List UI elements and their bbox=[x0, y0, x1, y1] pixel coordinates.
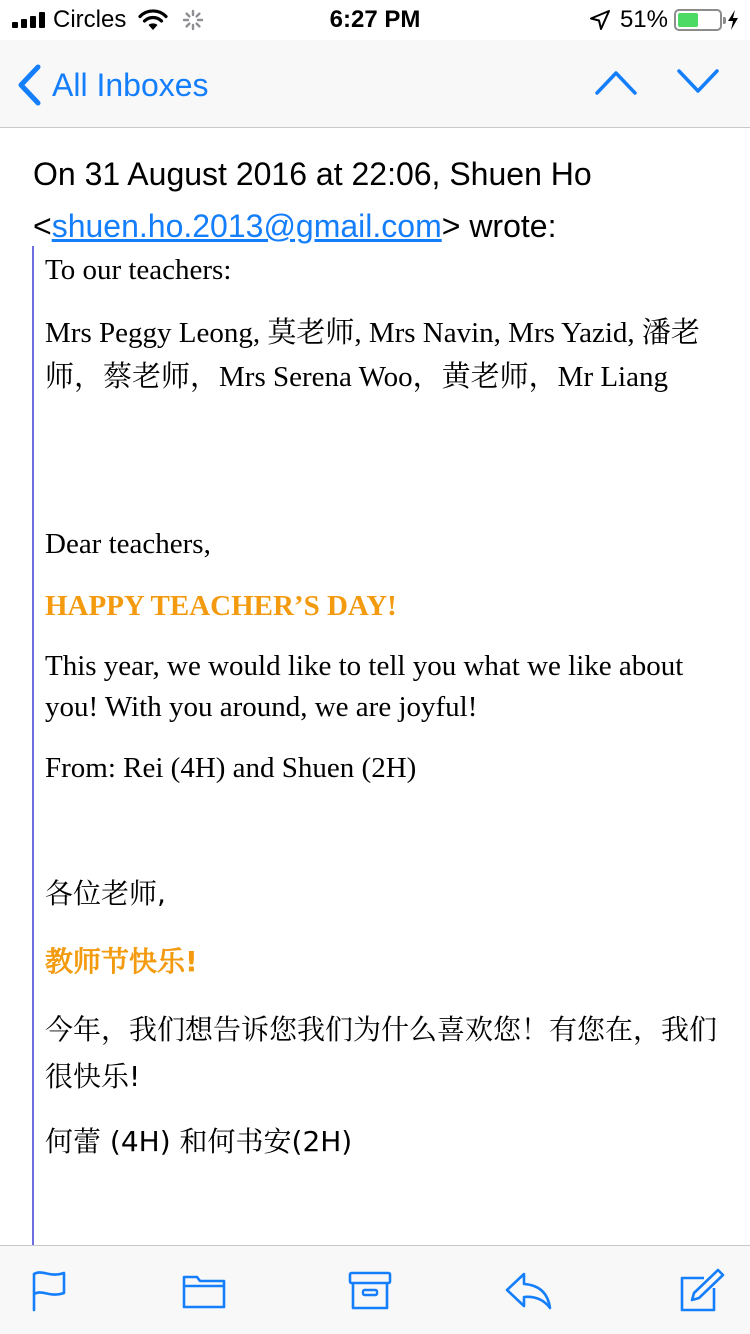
headline-en: HAPPY TEACHER’S DAY! bbox=[45, 590, 397, 622]
back-label: All Inboxes bbox=[52, 66, 209, 103]
nav-bar bbox=[0, 40, 750, 128]
folder-icon[interactable] bbox=[180, 1268, 228, 1312]
battery-icon bbox=[674, 9, 722, 31]
status-time: 6:27 PM bbox=[329, 6, 421, 33]
quote-attribution bbox=[33, 148, 733, 252]
names-line: Mrs Peggy Leong, 莫老师, Mrs Navin, Mrs Yazid, 潘老师，蔡老师，Mrs Serena Woo，黄老师，Mr Liang bbox=[45, 317, 700, 393]
location-arrow-icon bbox=[590, 10, 610, 30]
archive-icon[interactable] bbox=[346, 1268, 394, 1312]
charging-bolt-icon bbox=[726, 9, 740, 31]
attribution-suffix: > wrote: bbox=[441, 208, 557, 244]
next-message-chevron-down-icon[interactable] bbox=[676, 68, 720, 96]
from-en: From: Rei (4H) and Shuen (2H) bbox=[45, 752, 417, 784]
message-zh: 今年，我们想告诉您我们为什么喜欢您！有您在，我们很快乐! bbox=[45, 1013, 718, 1093]
quote-bar bbox=[32, 246, 34, 1245]
to-line: To our teachers: bbox=[45, 254, 232, 286]
greeting-en: Dear teachers, bbox=[45, 528, 211, 560]
headline-zh: 教师节快乐! bbox=[45, 945, 198, 978]
status-right bbox=[590, 6, 740, 34]
battery-fill bbox=[678, 13, 698, 27]
attribution-prefix: On 31 August 2016 at 22:06, Shuen Ho < bbox=[33, 156, 592, 244]
from-zh: 何蕾 (4H) 和何书安(2H) bbox=[45, 1125, 353, 1158]
previous-message-chevron-up-icon[interactable] bbox=[594, 68, 638, 96]
bottom-toolbar bbox=[0, 1245, 750, 1334]
compose-icon[interactable] bbox=[678, 1268, 726, 1312]
reply-icon[interactable] bbox=[504, 1268, 552, 1312]
battery-percent: 51% bbox=[619, 6, 668, 33]
status-bar bbox=[0, 0, 750, 40]
sender-email-link[interactable]: shuen.ho.2013@gmail.com bbox=[51, 208, 442, 244]
greeting-zh: 各位老师, bbox=[45, 877, 166, 910]
back-button[interactable] bbox=[16, 64, 209, 106]
carrier-name: Circles bbox=[53, 6, 127, 33]
email-content bbox=[0, 128, 750, 1245]
chevron-left-icon bbox=[16, 64, 42, 106]
flag-icon[interactable] bbox=[26, 1268, 74, 1312]
message-en: This year, we would like to tell you what we like about you! With you around, we are joyful! bbox=[45, 650, 684, 723]
